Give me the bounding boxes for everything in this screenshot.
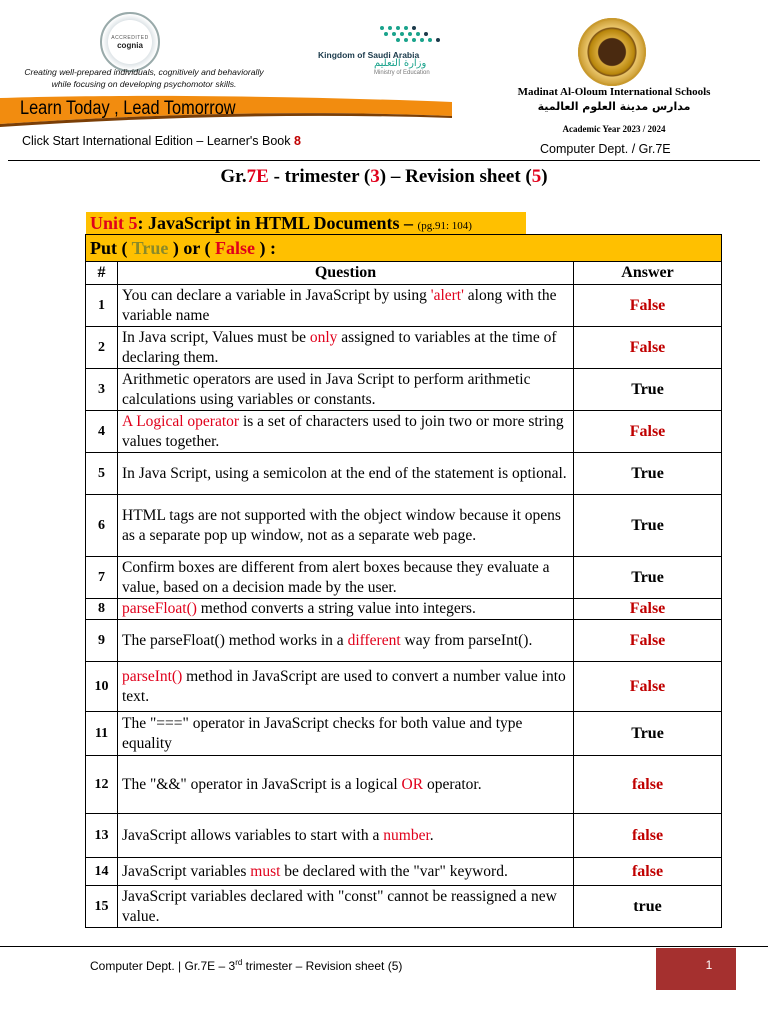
instr-false: False [215, 237, 255, 258]
instr-true: True [131, 237, 169, 258]
question-segment: way from parseInt(). [400, 631, 533, 649]
question-segment: JavaScript variables [122, 862, 251, 880]
question-number: 3 [86, 369, 118, 411]
title-part: ) – Revision sheet ( [379, 166, 532, 187]
question-text [118, 327, 574, 369]
question-rows [86, 285, 722, 928]
academic-year: Academic Year 2023 / 2024 [562, 124, 666, 134]
question-highlight: OR [401, 775, 424, 793]
question-segment: The parseFloat() method works in a [122, 631, 348, 649]
question-segment: JavaScript variables declared with "const" cannot be reassigned a new value. [122, 887, 557, 925]
question-row [86, 285, 722, 327]
question-segment: assigned to variables at the time of declaring them. [122, 328, 557, 366]
question-segment: The "&&" operator in JavaScript is a logical [122, 775, 402, 793]
question-number: 7 [86, 557, 118, 599]
section-instruction [86, 235, 722, 262]
question-row [86, 327, 722, 369]
question-row [86, 369, 722, 411]
question-segment: Arithmetic operators are used in Java Script to perform arithmetic calculations using variables or constants. [122, 370, 531, 408]
book-number: 8 [293, 134, 301, 148]
question-number: 15 [86, 886, 118, 928]
answer-cell: False [574, 599, 722, 620]
question-row [86, 453, 722, 495]
question-segment: along with the variable name [122, 286, 557, 324]
banner-slogan: Learn Today , Lead Tomorrow [20, 98, 236, 119]
question-text [118, 599, 574, 620]
question-number: 10 [86, 662, 118, 712]
question-segment: JavaScript allows variables to start with a [122, 826, 384, 844]
question-segment: You can declare a variable in JavaScript by using [122, 286, 431, 304]
question-segment: . [429, 826, 434, 844]
question-highlight: different [347, 631, 401, 649]
question-text [118, 858, 574, 886]
question-row [86, 620, 722, 662]
ministry-logo [300, 24, 450, 80]
title-part: - trimester ( [268, 166, 371, 187]
question-number: 13 [86, 814, 118, 858]
ksa-arabic: وزارة التعليم [374, 58, 427, 69]
question-number: 14 [86, 858, 118, 886]
question-segment: operator. [423, 775, 482, 793]
answer-cell: false [574, 756, 722, 814]
answer-cell: false [574, 814, 722, 858]
answer-cell: True [574, 712, 722, 756]
question-number: 2 [86, 327, 118, 369]
header-number: # [86, 262, 118, 285]
question-text [118, 620, 574, 662]
question-text [118, 369, 574, 411]
question-table [85, 234, 722, 928]
question-highlight: 'alert' [430, 286, 464, 304]
question-row [86, 712, 722, 756]
section-instruction-row [86, 235, 722, 262]
question-number: 5 [86, 453, 118, 495]
question-segment: The "===" operator in JavaScript checks for both value and type equality [122, 714, 523, 752]
department-label: Computer Dept. / Gr.7E [540, 142, 671, 156]
answer-cell: true [574, 886, 722, 928]
book-edition-text: Click Start International Edition – Learner's Book [22, 134, 294, 148]
answer-cell: False [574, 620, 722, 662]
title-part: Gr. [220, 166, 247, 187]
question-number: 11 [86, 712, 118, 756]
book-edition [22, 134, 301, 148]
question-row [86, 858, 722, 886]
question-row [86, 662, 722, 712]
question-number: 9 [86, 620, 118, 662]
question-row [86, 814, 722, 858]
question-segment: be declared with the "var" keyword. [280, 862, 508, 880]
question-highlight: parseInt() [122, 667, 183, 685]
answer-cell: True [574, 369, 722, 411]
header-divider [8, 160, 760, 161]
question-highlight: only [309, 328, 338, 346]
answer-cell: false [574, 858, 722, 886]
question-row [86, 886, 722, 928]
instr-part: Put ( [90, 237, 132, 258]
question-text [118, 453, 574, 495]
unit-label: Unit 5 [90, 213, 138, 233]
question-segment: method converts a string value into integers. [196, 600, 476, 617]
table-header-row [86, 262, 722, 285]
cognia-name: cognia [117, 40, 143, 50]
school-tagline [8, 66, 280, 90]
question-text [118, 756, 574, 814]
question-highlight: parseFloat() [122, 600, 197, 617]
title-trimester: 3 [370, 166, 380, 187]
question-number: 8 [86, 599, 118, 620]
question-text [118, 495, 574, 557]
question-text [118, 411, 574, 453]
header-question: Question [118, 262, 574, 285]
question-segment: method in JavaScript are used to convert a number value into text. [122, 667, 566, 705]
answer-cell: False [574, 411, 722, 453]
answer-cell: True [574, 557, 722, 599]
question-text [118, 712, 574, 756]
question-segment: HTML tags are not supported with the object window because it opens as a separate pop up window, not as a separate web page. [122, 506, 561, 544]
school-name: Madinat Al-Oloum International Schools [517, 86, 711, 98]
question-number: 4 [86, 411, 118, 453]
tagline-line-1: Creating well-prepared individuals, cognitively and behaviorally [24, 67, 264, 77]
question-text [118, 886, 574, 928]
answer-cell: False [574, 327, 722, 369]
question-number: 1 [86, 285, 118, 327]
question-row [86, 495, 722, 557]
answer-cell: True [574, 495, 722, 557]
footer-divider [0, 946, 768, 947]
footer-part: trimester – Revision sheet (5) [242, 959, 403, 973]
title-part: ) [541, 166, 548, 187]
question-number: 12 [86, 756, 118, 814]
question-number: 6 [86, 495, 118, 557]
instr-part: ) or ( [168, 237, 215, 258]
instr-part: ) : [255, 237, 276, 258]
question-row [86, 756, 722, 814]
tagline-line-2: while focusing on developing psychomotor skills. [51, 79, 237, 89]
unit-heading [86, 212, 526, 234]
question-row [86, 599, 722, 620]
page-number: 1 [705, 958, 713, 972]
answer-cell: False [574, 285, 722, 327]
question-highlight: number [383, 826, 430, 844]
question-row [86, 411, 722, 453]
question-text [118, 814, 574, 858]
cognia-accredited: ACCREDITED [111, 34, 149, 41]
ksa-ministry: Ministry of Education [374, 70, 430, 76]
answer-cell: True [574, 453, 722, 495]
header-answer: Answer [574, 262, 722, 285]
question-segment: is a set of characters used to join two or more string values together. [122, 412, 564, 450]
school-name-arabic: مدارس مدينة العلوم العالمية [537, 100, 691, 113]
question-segment: In Java script, Values must be [122, 328, 310, 346]
question-text [118, 662, 574, 712]
page-title [0, 166, 768, 188]
footer-text [90, 958, 402, 973]
answer-cell: False [574, 662, 722, 712]
title-grade: 7E [246, 166, 269, 187]
question-segment: Confirm boxes are different from alert boxes because they evaluate a value, based on a decision made by the user. [122, 558, 550, 596]
question-text [118, 285, 574, 327]
ministry-dots-icon [378, 24, 442, 44]
question-highlight: A Logical operator [122, 412, 240, 430]
ksa-english: Kingdom of Saudi Arabia [318, 50, 420, 60]
footer-part: Computer Dept. | Gr.7E – 3 [90, 959, 236, 973]
question-text [118, 557, 574, 599]
unit-title: : JavaScript in HTML Documents [137, 213, 400, 233]
school-emblem [578, 18, 646, 86]
footer-sup: rd [235, 958, 243, 967]
question-highlight: must [250, 862, 281, 880]
title-sheet: 5 [531, 166, 542, 187]
unit-dash: – [399, 213, 418, 233]
unit-pages: (pg.91: 104) [417, 220, 472, 232]
question-row [86, 557, 722, 599]
cognia-logo [100, 12, 160, 72]
question-segment: In Java Script, using a semicolon at the end of the statement is optional. [122, 464, 567, 482]
